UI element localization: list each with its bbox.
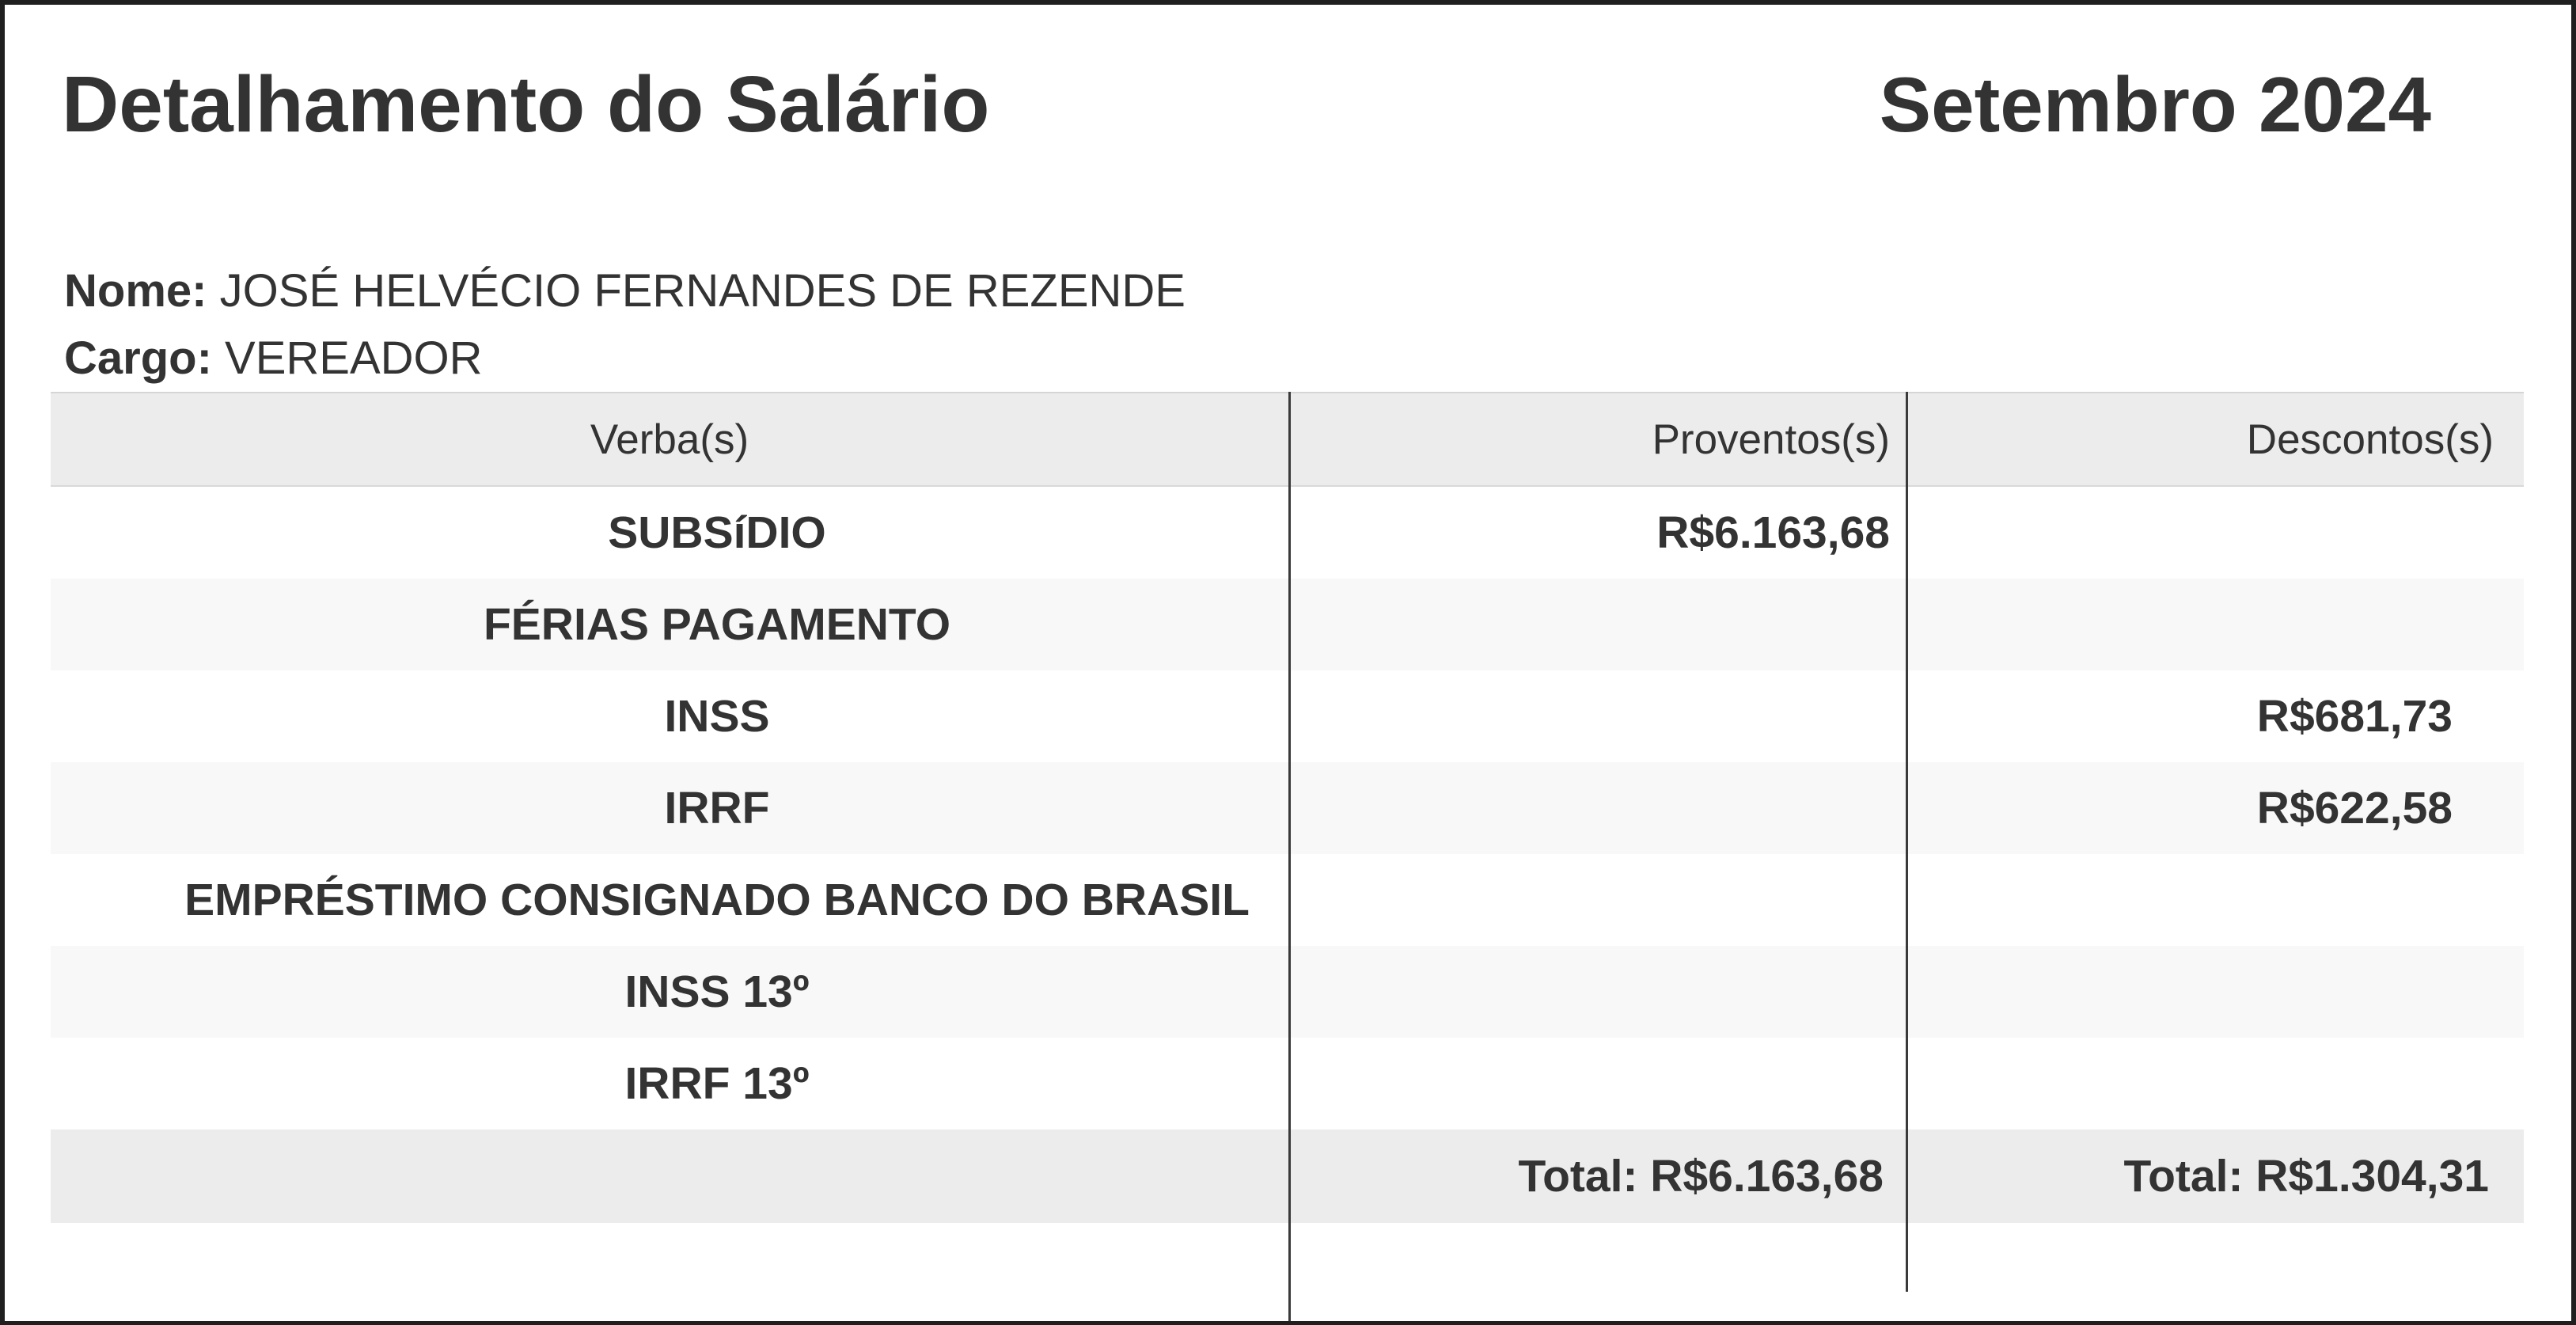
table-row bbox=[51, 1038, 2524, 1129]
descontos-cell bbox=[1906, 487, 2524, 579]
verba-cell: FÉRIAS PAGAMENTO bbox=[483, 599, 951, 650]
header-verba: Verba(s) bbox=[590, 416, 749, 463]
verba-cell: IRRF 13º bbox=[624, 1058, 810, 1109]
column-divider-2 bbox=[1906, 392, 1908, 1292]
table-row bbox=[51, 670, 2524, 762]
descontos-cell: R$681,73 bbox=[2256, 691, 2453, 742]
header-descontos: Descontos(s) bbox=[2246, 416, 2494, 463]
column-divider-1 bbox=[1288, 392, 1291, 1323]
salary-table bbox=[51, 392, 2524, 1319]
proventos-cell: R$6.163,68 bbox=[1656, 507, 1890, 558]
table-row bbox=[51, 946, 2524, 1038]
proventos-cell bbox=[1288, 670, 1906, 762]
proventos-cell bbox=[1288, 1038, 1906, 1129]
proventos-cell bbox=[1288, 579, 1906, 670]
total-descontos: Total: R$1.304,31 bbox=[2123, 1151, 2489, 1202]
descontos-cell bbox=[1906, 579, 2524, 670]
total-proventos: Total: R$6.163,68 bbox=[1518, 1151, 1884, 1202]
table-row bbox=[51, 579, 2524, 670]
descontos-cell: R$622,58 bbox=[2256, 783, 2453, 833]
proventos-cell bbox=[1288, 854, 1906, 946]
masthead bbox=[62, 59, 2431, 150]
employee-name-line bbox=[64, 257, 2571, 325]
table-row bbox=[51, 487, 2524, 579]
role-label: Cargo: bbox=[64, 332, 212, 384]
verba-cell: IRRF bbox=[664, 783, 770, 833]
table-row bbox=[51, 854, 2524, 946]
table-row bbox=[51, 762, 2524, 854]
totals-verba-cell bbox=[51, 1129, 1288, 1223]
verba-cell: SUBSíDIO bbox=[608, 507, 826, 558]
table-tail-spacer bbox=[51, 1223, 2524, 1319]
verba-cell: INSS bbox=[664, 691, 770, 742]
employee-role: VEREADOR bbox=[225, 332, 483, 384]
employee-name: JOSÉ HELVÉCIO FERNANDES DE REZENDE bbox=[219, 265, 1186, 317]
descontos-cell bbox=[1906, 946, 2524, 1038]
header-proventos: Proventos(s) bbox=[1652, 416, 1890, 463]
verba-cell: INSS 13º bbox=[624, 966, 810, 1017]
proventos-cell bbox=[1288, 762, 1906, 854]
page-title: Detalhamento do Salário bbox=[62, 60, 990, 149]
employee-info bbox=[64, 257, 2571, 392]
descontos-cell bbox=[1906, 1038, 2524, 1129]
period-label: Setembro 2024 bbox=[1879, 61, 2431, 148]
totals-row bbox=[51, 1129, 2524, 1223]
employee-role-line bbox=[64, 325, 2571, 392]
verba-cell: EMPRÉSTIMO CONSIGNADO BANCO DO BRASIL bbox=[184, 875, 1250, 925]
table-header-row bbox=[51, 392, 2524, 487]
name-label: Nome: bbox=[64, 265, 207, 317]
proventos-cell bbox=[1288, 946, 1906, 1038]
descontos-cell bbox=[1906, 854, 2524, 946]
